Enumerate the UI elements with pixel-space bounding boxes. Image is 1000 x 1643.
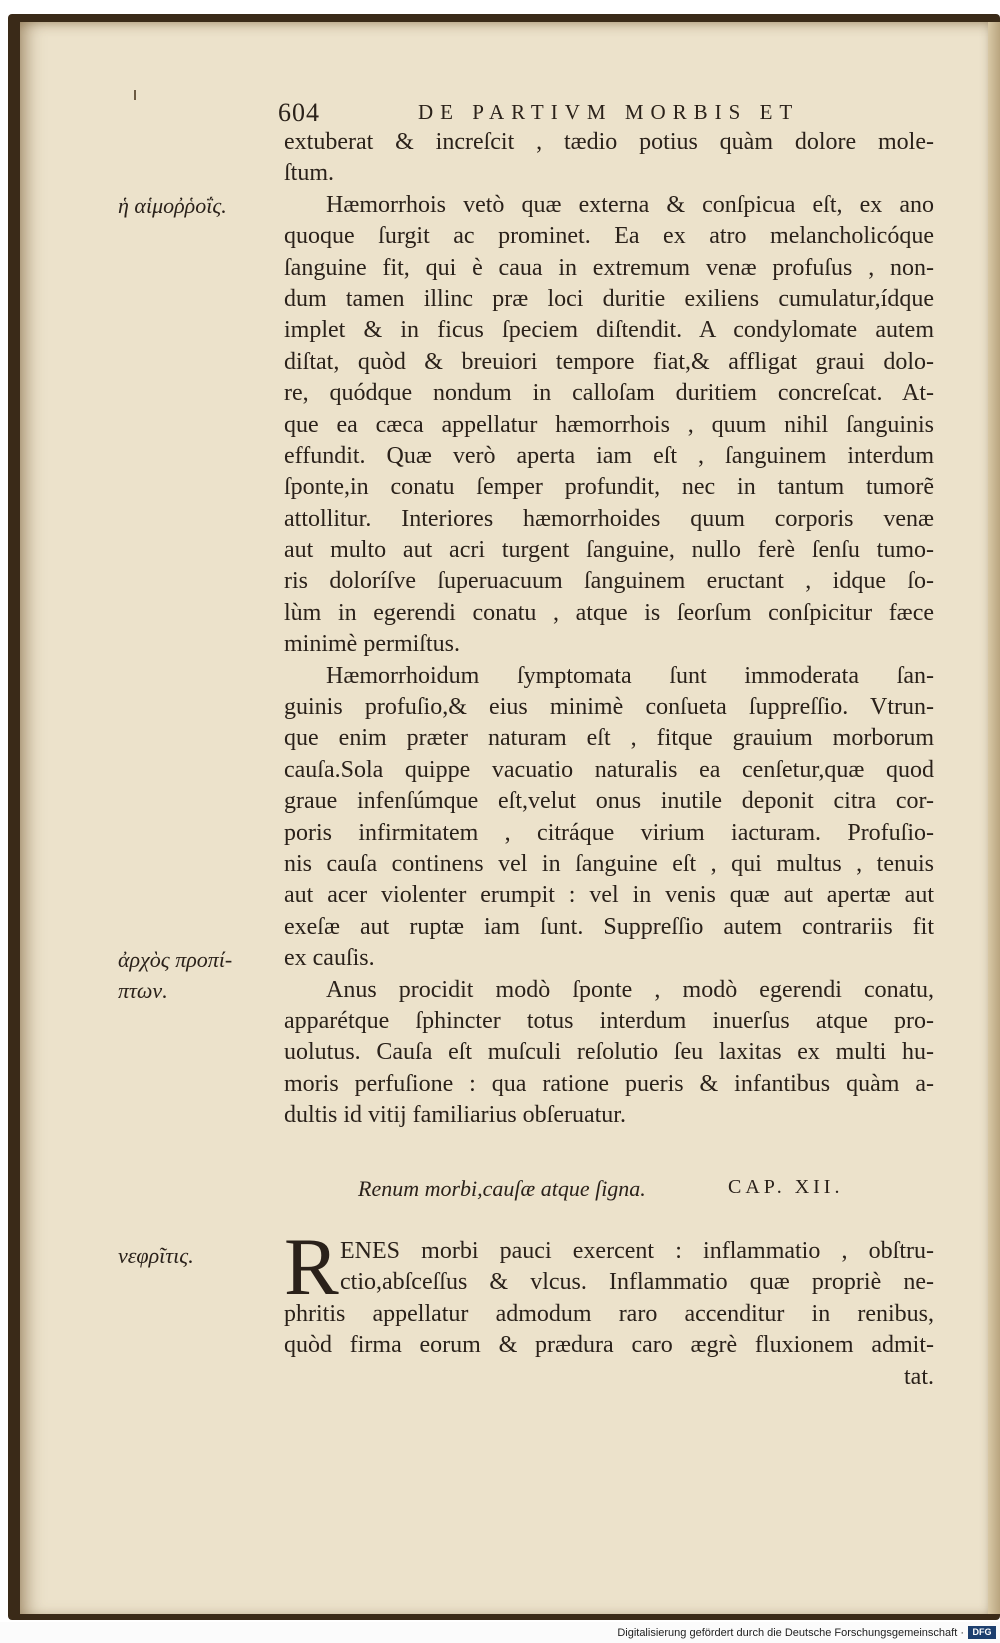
text-line: aut multo aut acri turgent ſanguine, nullo ferè ſenſu tumo- xyxy=(284,537,934,564)
text-line: moris perfuſione : qua ratione pueris & infantibus quàm a- xyxy=(284,1070,934,1097)
credit-text: Digitalisierung gefördert durch die Deutsche Forschungsgemeinschaft · xyxy=(617,1627,964,1639)
text-line: aut acer violenter erumpit : vel in venis quæ aut apertæ aut xyxy=(284,882,934,909)
text-line: graue infenſúmque eſt,velut onus inutile deponit citra cor- xyxy=(284,788,934,815)
text-line: diſtat, quòd & breuiori tempore fiat,& affligat graui dolo- xyxy=(284,348,934,375)
chapter-title: Renum morbi,cauſæ atque ſigna. xyxy=(358,1176,646,1201)
text-line: lùm in egerendi conatu , atque is ſeorſum conſpicitur fæce xyxy=(284,599,934,626)
drop-cap: R xyxy=(284,1221,339,1312)
text-line: dum tamen illinc præ loci duritie exiliens cumulatur,ídque xyxy=(284,285,934,312)
chapter-number: CAP. XII. xyxy=(728,1176,844,1198)
margin-note-nephritis: νεφρῖτις. xyxy=(118,1243,194,1268)
text-line: effundit. Quæ verò aperta iam eſt , ſanguinem interdum xyxy=(284,442,934,469)
text-line: quoque ſurgit ac prominet. Ea ex atro melancholicóque xyxy=(284,223,934,250)
text-line: tat. xyxy=(904,1363,934,1390)
text-line: Anus procidit modò ſponte , modò egerendi conatu, xyxy=(326,976,934,1003)
text-line: attollitur. Interiores hæmorrhoides quum corporis venæ xyxy=(284,505,934,532)
text-line: extuberat & increſcit , tædio potius quàm dolore mole- xyxy=(284,129,934,155)
text-line: ris doloríſve ſuperuacuum ſanguinem eructant , idque ſo- xyxy=(284,568,934,595)
text-line: ſtum. xyxy=(284,160,335,187)
text-line: ENES morbi pauci exercent : inflammatio , obſtru- xyxy=(340,1238,934,1264)
chapter-heading xyxy=(358,1176,878,1202)
binding-mark xyxy=(134,90,136,100)
text-line: ex cauſis. xyxy=(284,945,375,972)
text-line: nis cauſa continens vel in ſanguine eſt , qui multus , tenuis xyxy=(284,850,934,877)
digitization-credit xyxy=(0,1624,1000,1643)
text-line: implet & in ficus ſpeciem diſtendit. A condylomate autem xyxy=(284,317,934,344)
margin-note-archos-2: πτων. xyxy=(118,978,168,1003)
margin-note-archos-1: ἀρχὸς προπί- xyxy=(118,947,233,972)
text-line: exeſæ aut ruptæ iam ſunt. Suppreſſio autem contrariis fit xyxy=(284,913,934,940)
text-line: uolutus. Cauſa eſt muſculi reſolutio ſeu laxitas ex multi hu- xyxy=(284,1039,934,1066)
text-line: re, quódque nondum in calloſam duritiem concreſcat. At- xyxy=(284,380,934,407)
text-line: cauſa.Sola quippe vacuatio naturalis ea cenſetur,quæ quod xyxy=(284,756,934,783)
text-line: Hæmorrhoidum ſymptomata ſunt immoderata ſan- xyxy=(326,662,934,689)
text-line: phritis appellatur admodum raro accenditur in renibus, xyxy=(284,1300,934,1327)
running-title: DE PARTIVM MORBIS ET xyxy=(418,100,800,124)
text-line: dultis id vitij familiarius obſeruatur. xyxy=(284,1102,626,1129)
chapter-text xyxy=(284,1236,934,1393)
text-line: poris infirmitatem , citráque virium iacturam. Profuſio- xyxy=(284,819,934,846)
body-text xyxy=(284,127,934,1132)
text-line: minimè permiſtus. xyxy=(284,631,460,658)
text-line: ſanguine fit, qui è caua in extremum venæ profuſus , non- xyxy=(284,254,934,281)
page-edge-stack xyxy=(988,22,1000,1614)
page-number: 604 xyxy=(278,98,320,127)
text-line: que ea cæca appellatur hæmorrhois , quum nihil ſanguinis xyxy=(284,411,934,438)
margin-note-haemorrhois: ἡ αἱμοῤῥοΐς. xyxy=(118,193,227,218)
text-line: Hæmorrhois vetò quæ externa & conſpicua eſt, ex ano xyxy=(326,191,934,218)
text-line: guinis profuſio,& eius minimè conſueta ſuppreſſio. Vtrun- xyxy=(284,694,934,721)
text-line: que enim præter naturam eſt , fitque grauium morborum xyxy=(284,725,934,752)
text-line: quòd firma eorum & prædura caro ægrè fluxionem admit- xyxy=(284,1332,934,1359)
text-line: ctio,abſceſſus & vlcus. Inflammatio quæ propriè ne- xyxy=(340,1269,934,1296)
dfg-logo: DFG xyxy=(968,1626,996,1639)
text-line: ſponte,in conatu ſemper profundit, nec in tantum tumorẽ xyxy=(284,474,934,501)
text-line: apparétque ſphincter totus interdum inuerſus atque pro- xyxy=(284,1007,934,1034)
